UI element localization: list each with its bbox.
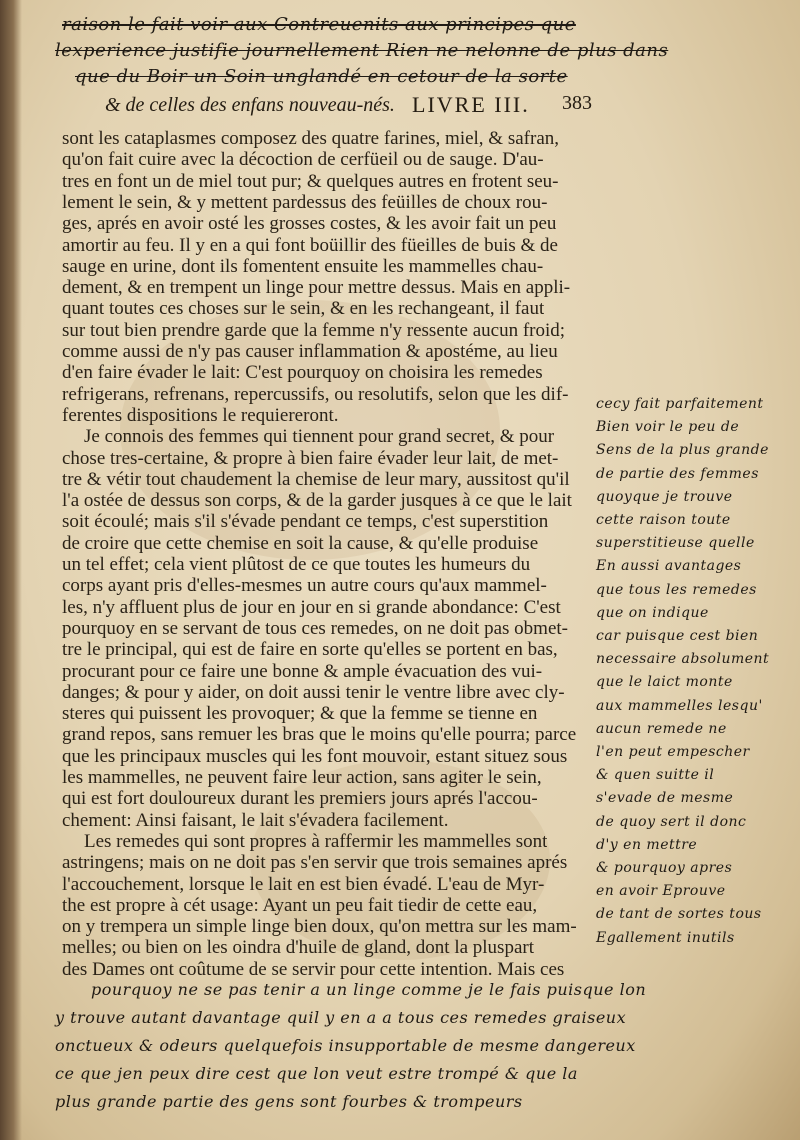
body-line: de croire que cette chemise en soit la cause, & qu'elle produise bbox=[62, 532, 539, 554]
body-line: astringens; mais on ne doit pas s'en servir que trois semaines aprés bbox=[62, 852, 568, 874]
margin-note-line: cette raison toute bbox=[596, 512, 731, 528]
margin-note-line: aux mammelles lesqu' bbox=[596, 697, 763, 714]
margin-note-line: de partie des femmes bbox=[596, 465, 759, 482]
margin-note-line: cecy fait parfaitement bbox=[596, 396, 764, 412]
body-line: procurant pour ce faire une bonne & ample évacuation des vui- bbox=[62, 660, 543, 682]
body-line: sur tout bien prendre garde que la femme n'y ressente aucun froid; bbox=[62, 319, 566, 341]
body-line: l'a ostée de dessus son corps, & de la garder jusques à ce que le lait bbox=[62, 490, 572, 512]
handwritten-note-top-2: lexperience justifie journellement Rien ne nelonne de plus dans bbox=[55, 40, 669, 61]
page-number: 383 bbox=[562, 92, 592, 114]
body-line: comme aussi de n'y pas causer inflammation & apostéme, au lieu bbox=[62, 341, 558, 362]
bottom-note-line: y trouve autant davantage quil y en a a tous ces remedes graiseux bbox=[55, 1008, 627, 1027]
margin-note-line: superstitieuse quelle bbox=[596, 535, 755, 552]
margin-note-line: que on indique bbox=[596, 604, 709, 621]
running-header bbox=[105, 92, 785, 122]
body-line: Je connois des femmes qui tiennent pour grand secret, & pour bbox=[84, 426, 555, 448]
margin-note-line: necessaire absolument bbox=[596, 651, 770, 668]
body-line: on y trempera un simple linge bien doux, qu'on mettra sur les mam- bbox=[62, 916, 577, 938]
body-line: danges; & pour y aider, on doit aussi tenir le ventre libre avec cly- bbox=[62, 681, 565, 703]
margin-note-line: que le laict monte bbox=[596, 674, 733, 691]
body-line: sont les cataplasmes composez des quatre farines, miel, & safran, bbox=[62, 128, 559, 149]
body-line: amortir au feu. Il y en a qui font boüillir des füeilles de buis & de bbox=[62, 234, 558, 256]
margin-note-line: & quen suitte il bbox=[596, 767, 715, 784]
margin-note-line: de quoy sert il donc bbox=[596, 813, 747, 830]
bottom-note-line: ce que jen peux dire cest que lon veut estre trompé & que la bbox=[55, 1064, 578, 1083]
binding-gutter bbox=[0, 0, 22, 1140]
margin-note-line: s'evade de mesme bbox=[596, 790, 734, 807]
body-line: ferentes dispositions le requiereront. bbox=[62, 404, 339, 426]
margin-note-line: Sens de la plus grande bbox=[596, 442, 769, 459]
body-line: pourquoy en se servant de tous ces remedes, on ne doit pas obmet- bbox=[62, 617, 569, 639]
body-line: chose tres-certaine, & propre à bien faire évader leur lait, de met- bbox=[62, 447, 559, 469]
margin-note-line: car puisque cest bien bbox=[596, 628, 759, 644]
margin-note-line: quoyque je trouve bbox=[596, 488, 733, 505]
margin-note-line: d'y en mettre bbox=[596, 836, 698, 853]
body-line: un tel effet; cela vient plûtost de ce que toutes les humeurs du bbox=[62, 554, 531, 575]
body-line: the est propre à cét usage: Ayant un peu fait tiedir de cette eau, bbox=[62, 894, 538, 916]
bottom-note-line: onctueux & odeurs quelquefois insupportable de mesme dangereux bbox=[55, 1036, 636, 1055]
handwritten-note-top-1: raison le fait voir aux Contreuenits aux principes que bbox=[62, 14, 576, 35]
body-line: les mammelles, ne peuvent faire leur action, sans agiter le sein, bbox=[62, 767, 542, 788]
margin-note-line: aucun remede ne bbox=[596, 720, 727, 737]
body-line: qui est fort douloureux durant les premiers jours aprés l'accou- bbox=[62, 788, 538, 810]
body-line: melles; ou bien on les oindra d'huile de gland, dont la pluspart bbox=[62, 937, 534, 959]
margin-note-line: Bien voir le peu de bbox=[596, 419, 740, 436]
body-line: soit écoulé; mais s'il s'évade pendant ce temps, c'est superstition bbox=[62, 511, 549, 533]
body-line: l'accouchement, lorsque le lait en est bien évadé. L'eau de Myr- bbox=[62, 873, 545, 895]
body-line: lement le sein, & y mettent pardessus des feüilles de choux rou- bbox=[62, 191, 548, 213]
margin-note-line: que tous les remedes bbox=[596, 581, 757, 598]
body-line: grand repos, sans remuer les bras que le moins qu'elle pourra; parce bbox=[62, 724, 577, 746]
body-line: que les principaux muscles qui les font mouvoir, estant situez sous bbox=[62, 745, 568, 767]
margin-note-line: l'en peut empescher bbox=[596, 744, 750, 760]
body-line: corps ayant pris d'elles-mesmes un autre cours qu'aux mammel- bbox=[62, 575, 547, 597]
body-line: qu'on fait cuire avec la décoction de cerfüeil ou de sauge. D'au- bbox=[62, 149, 544, 171]
body-line: dement, & en trempent un linge pour mettre dessus. Mais en appli- bbox=[62, 277, 571, 299]
body-line: des Dames ont coûtume de se servir pour cette intention. Mais ces bbox=[62, 958, 565, 980]
bottom-note-line: plus grande partie des gens sont fourbes & trompeurs bbox=[55, 1092, 523, 1111]
bottom-note-line: pourquoy ne se pas tenir a un linge comme je le fais puisque lon bbox=[91, 980, 647, 999]
body-line: Les remedes qui sont propres à raffermir les mammelles sont bbox=[84, 830, 548, 852]
body-line: steres qui puissent les provoquer; & que la femme se tienne en bbox=[62, 703, 538, 725]
margin-note-line: Egallement inutils bbox=[596, 929, 735, 946]
margin-note-line: & pourquoy apres bbox=[596, 860, 733, 876]
handwritten-note-top-3: que du Boir un Soin unglandé en cetour de la sorte bbox=[75, 66, 568, 87]
body-line: tres en font un de miel tout pur; & quelques autres en frotent seu- bbox=[62, 170, 559, 192]
body-line: tre & vétir tout chaudement la chemise de leur mary, aussitost qu'il bbox=[62, 468, 570, 490]
header-book: LIVRE III. bbox=[412, 92, 530, 117]
body-line: ges, aprés en avoir osté les grosses costes, & les avoir fait un peu bbox=[62, 213, 557, 235]
body-line: tre le principal, qui est de faire en sorte qu'elles se portent en bas, bbox=[62, 639, 558, 661]
body-line: d'en faire évader le lait: C'est pourquoy on choisira les remedes bbox=[62, 362, 543, 384]
header-subtitle: & de celles des enfans nouveau-nés. bbox=[105, 94, 395, 116]
body-line: sauge en urine, dont ils fomentent ensuite les mammelles chau- bbox=[62, 255, 544, 277]
margin-note-line: en avoir Eprouve bbox=[596, 883, 726, 900]
margin-note-line: En aussi avantages bbox=[596, 558, 742, 575]
body-line: refrigerans, refrenans, repercussifs, ou resolutifs, selon que les dif- bbox=[62, 383, 569, 405]
margin-note-line: de tant de sortes tous bbox=[596, 906, 762, 923]
body-line: les, n'y affluent plus de jour en jour en si grande abondance: C'est bbox=[62, 596, 561, 618]
body-line: quant toutes ces choses sur le sein, & en les rechangeant, il faut bbox=[62, 298, 545, 320]
body-line: chement: Ainsi faisant, le lait s'évadera facilement. bbox=[62, 809, 449, 831]
